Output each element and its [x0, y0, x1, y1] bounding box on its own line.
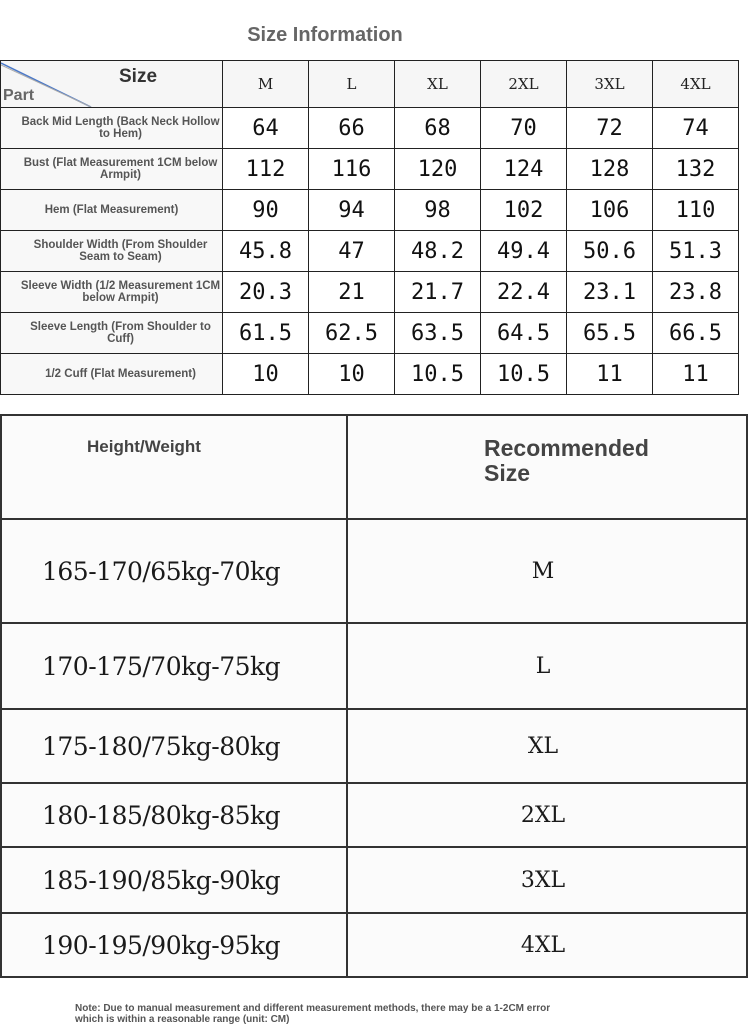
measurement-value: 47	[309, 231, 395, 272]
table-row	[1, 231, 739, 272]
recommended-size-value: 4XL	[347, 913, 747, 977]
recommended-size-header-text: Recommended Size	[484, 435, 649, 486]
measurement-value: 11	[653, 354, 739, 395]
recommended-size-header	[347, 415, 747, 519]
height-weight-value: 185-190/85kg-90kg	[1, 847, 347, 913]
recommendation-header-row	[1, 415, 747, 519]
size-header-4xl: 4XL	[653, 61, 739, 108]
size-header-row	[1, 61, 739, 108]
measurement-value: 10	[223, 354, 309, 395]
measurement-value: 74	[653, 108, 739, 149]
corner-cell	[1, 61, 223, 108]
table-row	[1, 354, 739, 395]
table-row	[1, 108, 739, 149]
measurement-value: 62.5	[309, 313, 395, 354]
measurement-value: 98	[395, 190, 481, 231]
measurement-value: 23.1	[567, 272, 653, 313]
measurement-value: 102	[481, 190, 567, 231]
part-name: Shoulder Width (From Shoulder Seam to Seam)	[1, 231, 223, 272]
diagonal-divider-icon	[1, 61, 223, 107]
measurement-value: 45.8	[223, 231, 309, 272]
height-weight-value: 165-170/65kg-70kg	[1, 519, 347, 623]
measurement-value: 66	[309, 108, 395, 149]
part-name: Hem (Flat Measurement)	[1, 190, 223, 231]
height-weight-header: Height/Weight	[1, 415, 347, 519]
table-row	[1, 847, 747, 913]
measurement-value: 61.5	[223, 313, 309, 354]
recommended-size-value: 3XL	[347, 847, 747, 913]
measurement-value: 94	[309, 190, 395, 231]
measurement-value: 49.4	[481, 231, 567, 272]
measurement-value: 66.5	[653, 313, 739, 354]
measurement-value: 106	[567, 190, 653, 231]
measurement-value: 48.2	[395, 231, 481, 272]
measurement-value: 20.3	[223, 272, 309, 313]
measurement-value: 63.5	[395, 313, 481, 354]
height-weight-value: 170-175/70kg-75kg	[1, 623, 347, 709]
part-name: 1/2 Cuff (Flat Measurement)	[1, 354, 223, 395]
measurement-value: 132	[653, 149, 739, 190]
size-table	[0, 60, 739, 395]
recommendation-table	[0, 414, 748, 978]
recommended-size-value: 2XL	[347, 783, 747, 847]
table-row	[1, 709, 747, 783]
measurement-value: 22.4	[481, 272, 567, 313]
measurement-value: 65.5	[567, 313, 653, 354]
size-header-m: M	[223, 61, 309, 108]
measurement-value: 21	[309, 272, 395, 313]
measurement-value: 70	[481, 108, 567, 149]
measurement-value: 51.3	[653, 231, 739, 272]
size-header-3xl: 3XL	[567, 61, 653, 108]
page-title: Size Information	[247, 24, 403, 46]
measurement-note: Note: Due to manual measurement and different measurement methods, there may be a 1-2CM error which is within a reasonable range (unit: CM)	[75, 1003, 551, 1025]
measurement-value: 116	[309, 149, 395, 190]
measurement-value: 64.5	[481, 313, 567, 354]
measurement-value: 90	[223, 190, 309, 231]
table-row	[1, 783, 747, 847]
measurement-value: 23.8	[653, 272, 739, 313]
measurement-value: 10	[309, 354, 395, 395]
corner-size-label: Size	[119, 66, 158, 87]
height-weight-value: 190-195/90kg-95kg	[1, 913, 347, 977]
measurement-value: 10.5	[481, 354, 567, 395]
size-header-2xl: 2XL	[481, 61, 567, 108]
table-row	[1, 313, 739, 354]
measurement-value: 120	[395, 149, 481, 190]
part-name: Bust (Flat Measurement 1CM below Armpit)	[1, 149, 223, 190]
part-name: Sleeve Length (From Shoulder to Cuff)	[1, 313, 223, 354]
table-row	[1, 272, 739, 313]
recommended-size-value: M	[347, 519, 747, 623]
table-row	[1, 149, 739, 190]
table-row	[1, 913, 747, 977]
measurement-value: 21.7	[395, 272, 481, 313]
measurement-value: 72	[567, 108, 653, 149]
table-row	[1, 519, 747, 623]
measurement-value: 124	[481, 149, 567, 190]
size-header-xl: XL	[395, 61, 481, 108]
measurement-value: 110	[653, 190, 739, 231]
measurement-value: 64	[223, 108, 309, 149]
part-name: Sleeve Width (1/2 Measurement 1CM below Armpit)	[1, 272, 223, 313]
corner-part-label: Part	[3, 87, 35, 104]
measurement-value: 68	[395, 108, 481, 149]
measurement-value: 11	[567, 354, 653, 395]
size-header-l: L	[309, 61, 395, 108]
recommended-size-value: L	[347, 623, 747, 709]
height-weight-value: 175-180/75kg-80kg	[1, 709, 347, 783]
measurement-value: 10.5	[395, 354, 481, 395]
table-row	[1, 623, 747, 709]
table-row	[1, 190, 739, 231]
part-name: Back Mid Length (Back Neck Hollow to Hem)	[1, 108, 223, 149]
measurement-value: 128	[567, 149, 653, 190]
measurement-value: 50.6	[567, 231, 653, 272]
measurement-value: 112	[223, 149, 309, 190]
height-weight-value: 180-185/80kg-85kg	[1, 783, 347, 847]
recommended-size-value: XL	[347, 709, 747, 783]
